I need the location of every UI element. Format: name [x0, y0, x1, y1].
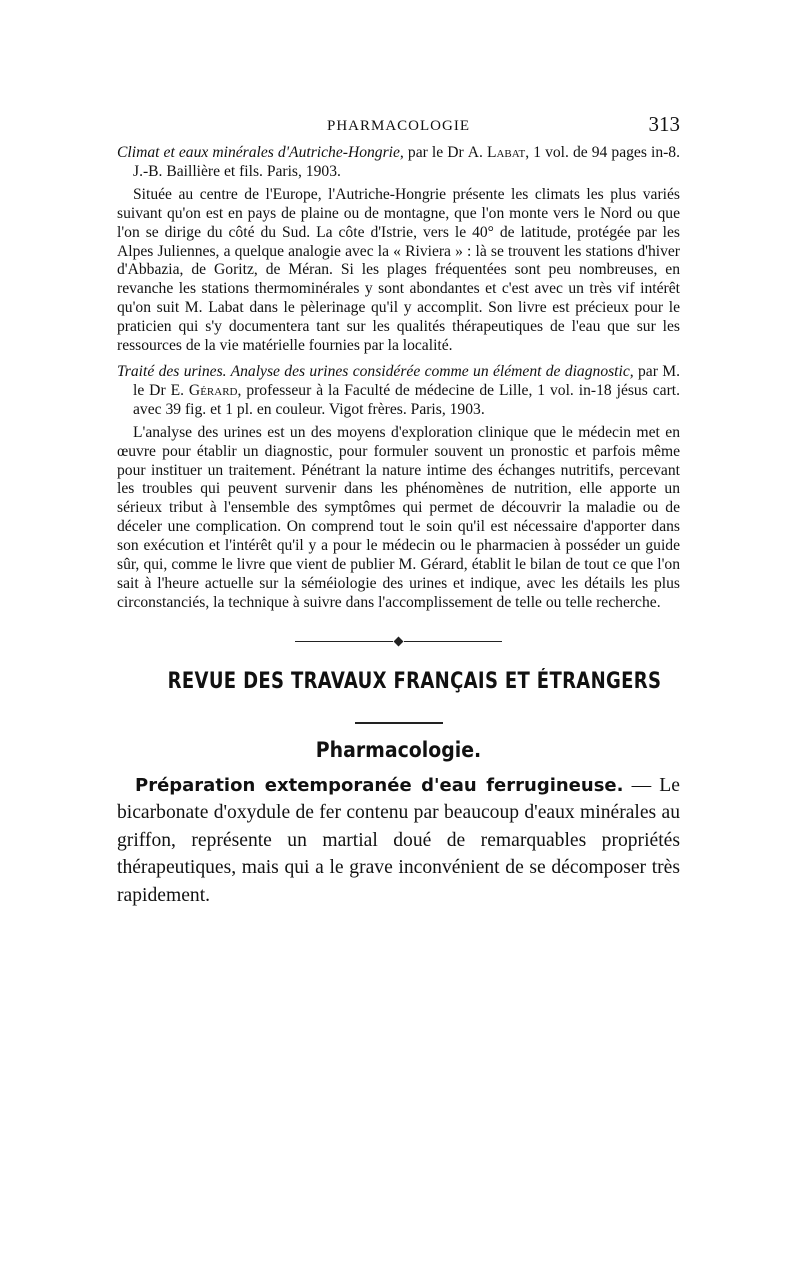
article-lead: Préparation extemporanée d'eau ferrugineuse. [135, 774, 624, 796]
review-2-author: E. Gérard, [170, 381, 242, 399]
subsection-title: Pharmacologie. [315, 737, 482, 762]
diamond-icon [394, 637, 404, 647]
review-2-heading [117, 363, 680, 420]
review-1-body: Située au centre de l'Europe, l'Autriche-Hongrie présente les climats les plus variés suivant qu'on est en pays de plaine ou de montagne, que l'on monte vers le Nord ou que l'on se dirige du côté du Sud. La côte d'Istrie, vers le 40° de latitude, protégée par les Alpes Juliennes, a quelque analogie avec la « Riviera » : là se trouvent les stations d'hiver d'Abbazia, de Goritz, de Méran. Si les plages fréquentées sont peu nombreuses, en revanche les stations thermominérales y sont abondantes et c'est avec un très vif intérêt qu'on suit M. Labat dans le pèlerinage qu'il y accomplit. Son livre est précieux pour le praticien qui s'y documentera tant sur les qualités thérapeutiques de l'eau que sur les ressources de la vie matérielle fournies par la localité. [117, 185, 680, 355]
review-2-details: professeur à la Faculté de médecine de Lille, 1 vol. in-18 jésus cart. avec 39 fig. et 1 pl. en couleur. Vigot frères. Paris, 1903. [133, 381, 680, 418]
book-page [117, 112, 680, 909]
review-1-by: par le Dr [407, 144, 464, 161]
review-1-author: A. Labat, [467, 144, 530, 161]
review-2-body: L'analyse des urines est un des moyens d'exploration clinique que le médecin met en œuvre pour établir un diagnostic, pour formuler souvent un pronostic et parfois même pour instituer un traitement. Pénétrant la nature intime des échanges nutritifs, percevant les troubles qui peuvent survenir dans les phénomènes de nutrition, elle apporte un sérieux tribut à l'ensemble des symptômes qui permet de découvrir la maladie ou de déceler une complication. On comprend tout le soin qu'il est nécessaire d'apporter dans son exécution et l'intérêt qu'il y a pour le médecin ou le pharmacien à posséder un guide sûr, qui, comme le livre que vient de publier M. Gérard, établit le bilan de tout ce que l'on sait à l'heure actuelle sur la séméiologie des urines et indique, avec les détails les plus circonstanciés, la technique à suivre dans l'accomplissement de telle ou telle recherche. [117, 423, 680, 611]
ornamental-divider [117, 635, 680, 649]
review-2-title: Traité des urines. Analyse des urines considérée comme un élément de diagnostic, [117, 362, 634, 380]
section-title: REVUE DES TRAVAUX FRANÇAIS ET ÉTRANGERS [167, 668, 662, 694]
section-rule [355, 722, 443, 724]
page-header [117, 112, 680, 138]
divider-line-right [404, 641, 502, 642]
review-2-by: par M. le Dr [133, 362, 680, 399]
running-head: PHARMACOLOGIE [326, 118, 470, 134]
divider-line-left [295, 641, 393, 642]
review-1-title: Climat et eaux minérales d'Autriche-Hongrie, [117, 144, 404, 161]
review-1-heading [117, 144, 680, 182]
article-paragraph [117, 772, 680, 910]
review-1-details: 1 vol. de 94 pages in-8. J.-B. Baillière et fils. Paris, 1903. [133, 144, 680, 180]
page-number: 313 [648, 112, 680, 136]
article-text: — Le bicarbonate d'oxydule de fer contenu par beaucoup d'eaux minérales au griffon, représente un martial doué de remarquables propriétés thérapeutiques, mais qui a le grave inconvénient de se décomposer très rapidement. [117, 774, 680, 906]
